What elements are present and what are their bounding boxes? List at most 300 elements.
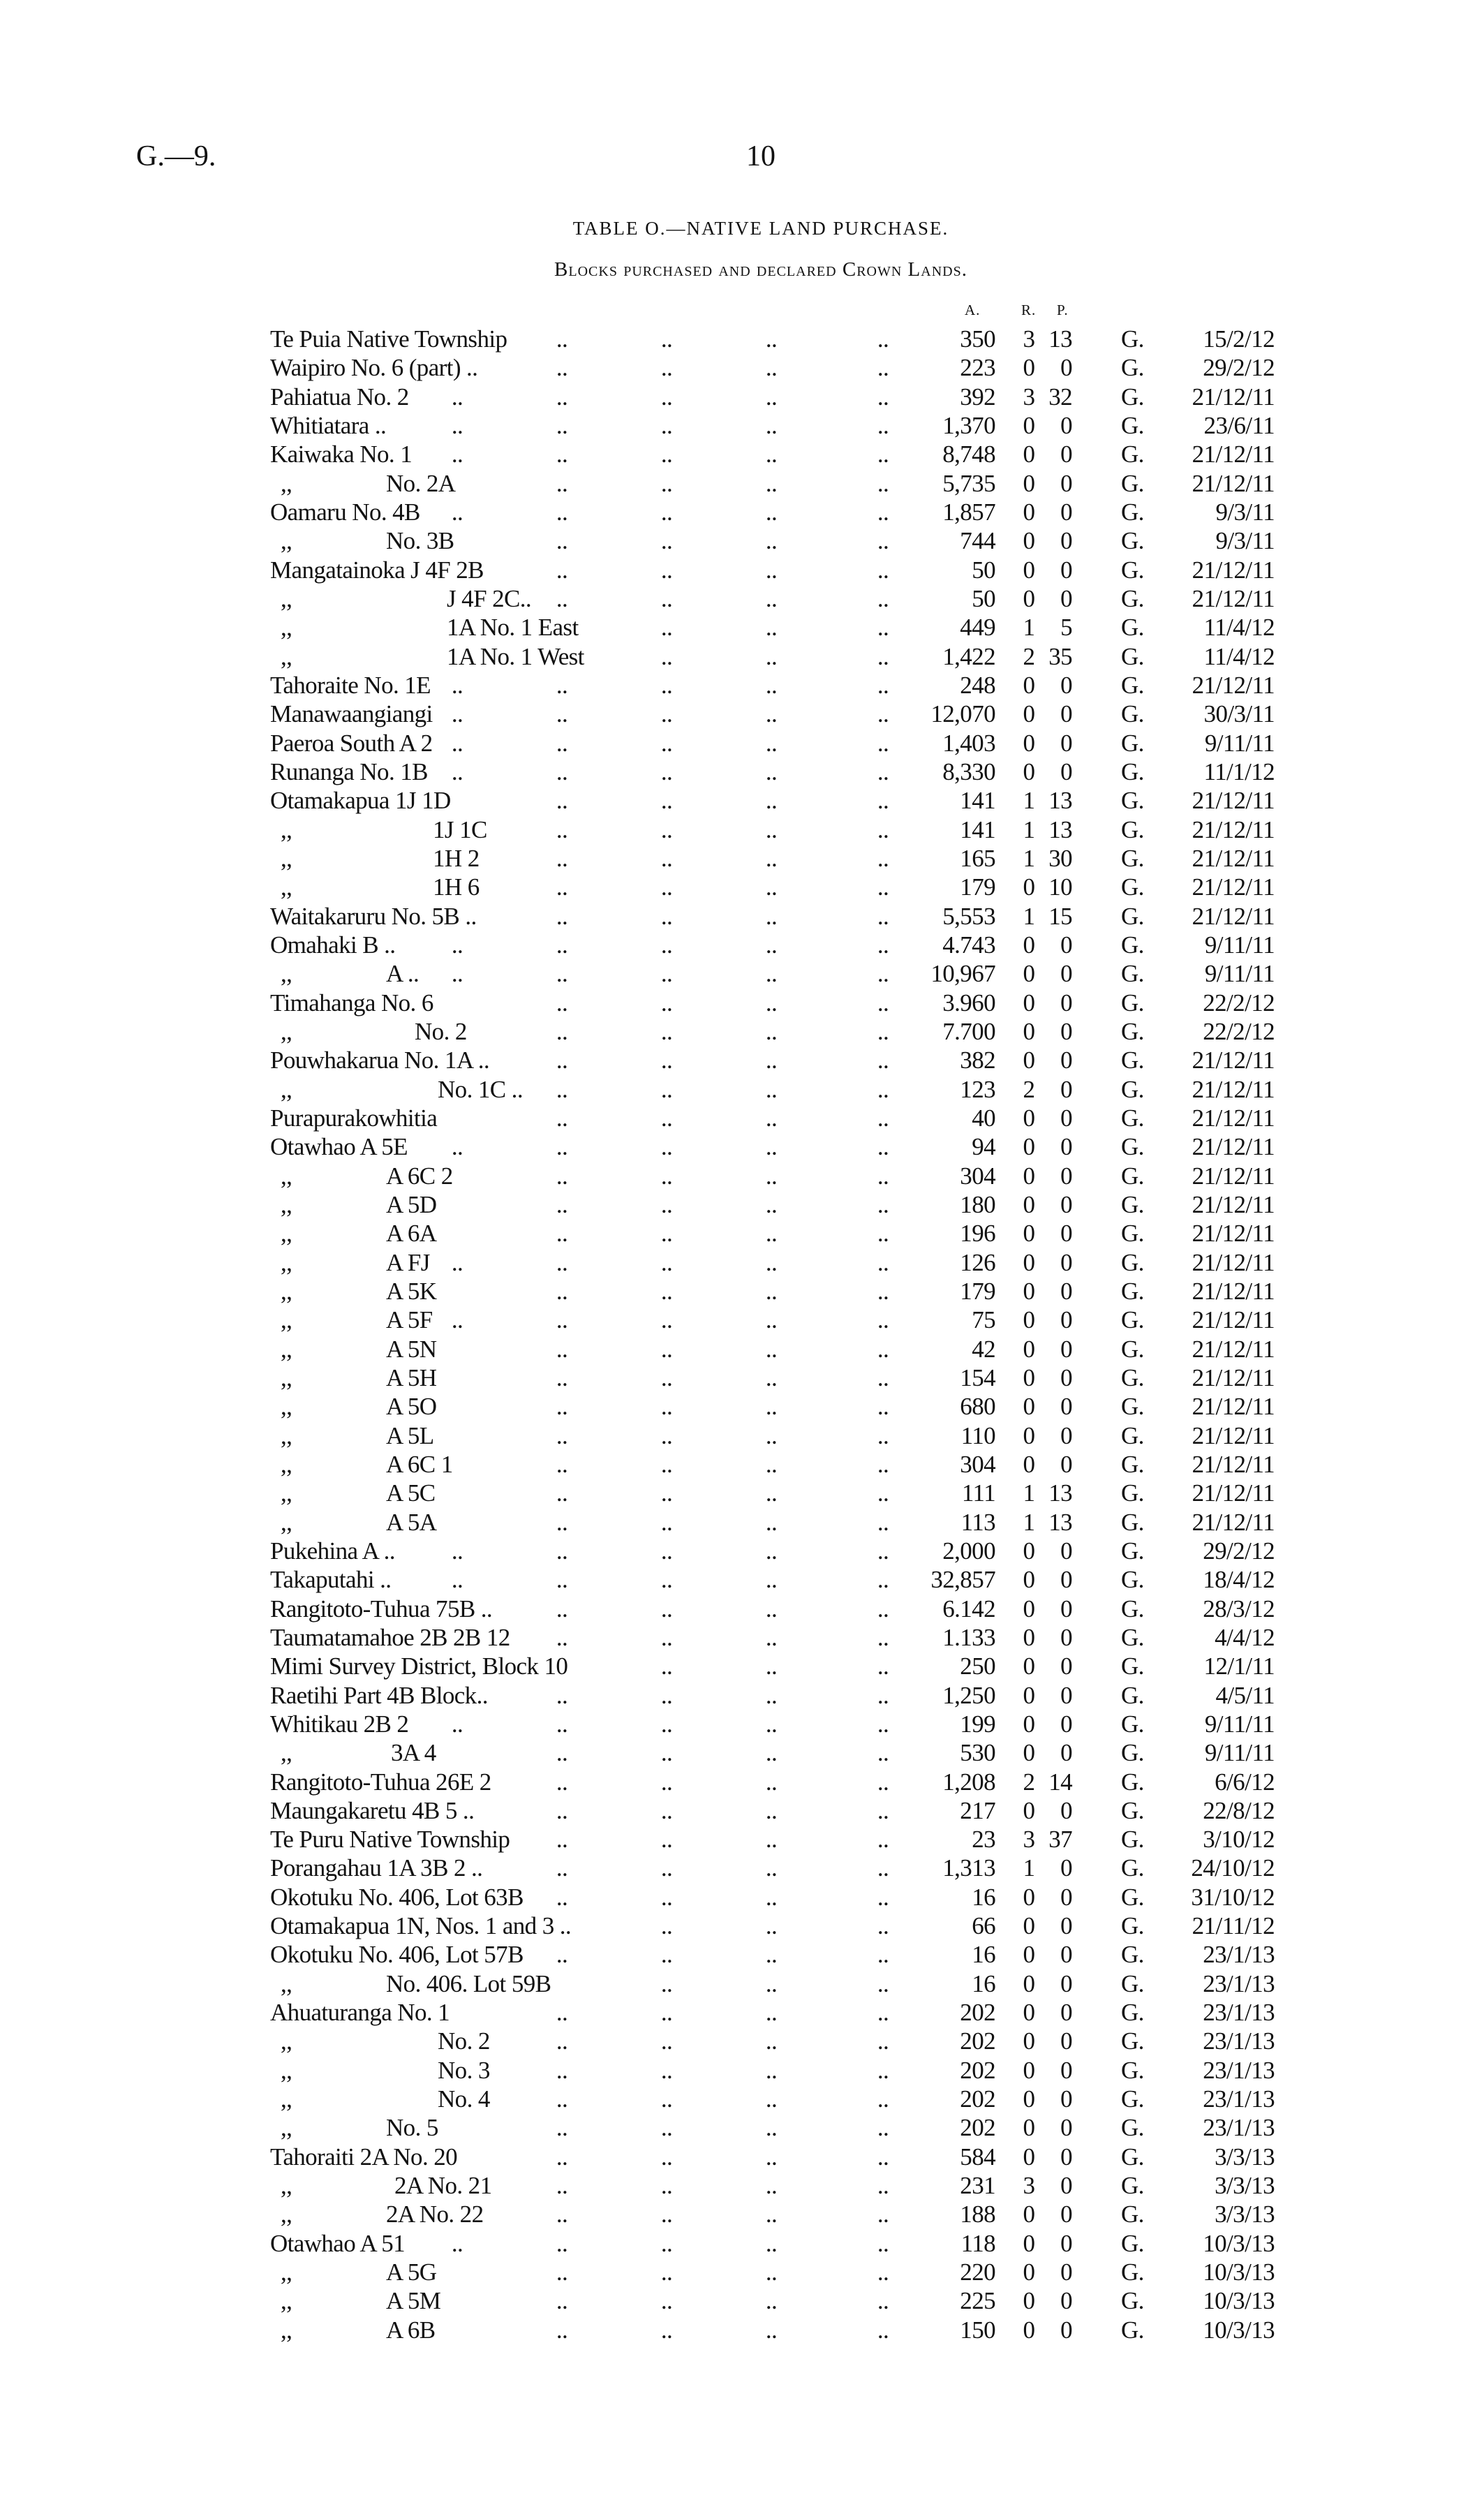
dot-leader: .. bbox=[877, 325, 889, 353]
dot-leader: .. bbox=[765, 1681, 778, 1709]
roods-value: 0 bbox=[1023, 1883, 1035, 1911]
dot-leader: .. bbox=[660, 1479, 673, 1507]
table-row bbox=[0, 989, 1484, 1017]
block-name: Otamakapua 1J 1D bbox=[270, 787, 451, 815]
acres-value: 23 bbox=[972, 1826, 995, 1854]
table-row bbox=[0, 873, 1484, 901]
table-row bbox=[0, 1017, 1484, 1046]
block-name: Pahiatua No. 2 bbox=[270, 383, 409, 411]
dot-leader: .. bbox=[765, 1883, 778, 1911]
gazette-date: 23/1/13 bbox=[1203, 2114, 1275, 2142]
table-row bbox=[0, 325, 1484, 353]
dot-leader: .. bbox=[556, 1941, 568, 1969]
roods-value: 0 bbox=[1023, 1133, 1035, 1161]
dot-leader: .. bbox=[556, 2316, 568, 2344]
block-name: Pouwhakarua No. 1A .. bbox=[270, 1047, 490, 1074]
table-row bbox=[0, 757, 1484, 786]
gazette-date: 9/11/11 bbox=[1204, 1710, 1275, 1738]
dot-leader: .. bbox=[877, 1941, 889, 1969]
dot-leader: .. bbox=[556, 873, 568, 901]
ditto-mark: ,, bbox=[281, 1162, 292, 1190]
dot-leader: .. bbox=[877, 2258, 889, 2286]
block-name: Okotuku No. 406, Lot 57B bbox=[270, 1941, 524, 1969]
dot-leader: .. bbox=[660, 1220, 673, 1248]
gazette-date: 22/2/12 bbox=[1203, 989, 1275, 1016]
block-name: Timahanga No. 6 bbox=[270, 989, 433, 1016]
roods-value: 1 bbox=[1023, 1508, 1035, 1536]
roods-value: 0 bbox=[1023, 1566, 1035, 1594]
roods-value: 0 bbox=[1023, 1335, 1035, 1363]
acres-value: 10,967 bbox=[930, 960, 995, 988]
dot-leader: .. bbox=[877, 2287, 889, 2315]
dot-leader: .. bbox=[660, 1623, 673, 1651]
dot-leader: .. bbox=[765, 1306, 778, 1334]
dot-leader: .. bbox=[556, 1248, 568, 1276]
dot-leader: .. bbox=[660, 1393, 673, 1421]
acres-value: 680 bbox=[960, 1393, 995, 1421]
perches-value: 0 bbox=[1060, 931, 1072, 959]
roods-value: 0 bbox=[1023, 469, 1035, 497]
acres-value: 66 bbox=[972, 1912, 995, 1940]
dot-leader: .. bbox=[877, 441, 889, 468]
gazette-date: 10/3/13 bbox=[1203, 2229, 1275, 2257]
dot-leader: .. bbox=[556, 902, 568, 930]
roods-value: 0 bbox=[1023, 1652, 1035, 1680]
dot-leader: .. bbox=[765, 931, 778, 959]
dot-leader: .. bbox=[556, 2201, 568, 2228]
dot-leader: .. bbox=[765, 614, 778, 642]
dot-leader: .. bbox=[765, 902, 778, 930]
dot-leader: .. bbox=[765, 1595, 778, 1622]
table-row bbox=[0, 613, 1484, 642]
gazette-mark: G. bbox=[1121, 2172, 1144, 2200]
dot-leader: .. bbox=[877, 1652, 889, 1680]
roods-value: 0 bbox=[1023, 729, 1035, 757]
dot-leader: .. bbox=[660, 1768, 673, 1796]
acres-value: 1,422 bbox=[942, 642, 995, 670]
roods-value: 3 bbox=[1023, 1826, 1035, 1854]
dot-leader: .. bbox=[877, 2114, 889, 2142]
roods-value: 0 bbox=[1023, 1623, 1035, 1651]
gazette-date: 21/12/11 bbox=[1192, 1335, 1275, 1363]
dot-leader: .. bbox=[877, 815, 889, 843]
dot-leader: .. bbox=[765, 1912, 778, 1940]
table-row bbox=[0, 2258, 1484, 2286]
roods-value: 3 bbox=[1023, 2172, 1035, 2200]
dot-leader: .. bbox=[660, 757, 673, 785]
ditto-mark: ,, bbox=[281, 1393, 292, 1421]
dot-leader: .. bbox=[877, 1220, 889, 1248]
dot-leader: .. bbox=[765, 2056, 778, 2084]
perches-value: 0 bbox=[1060, 584, 1072, 612]
table-row bbox=[0, 902, 1484, 931]
dot-leader: .. bbox=[660, 642, 673, 670]
roods-value: 0 bbox=[1023, 873, 1035, 901]
table-row bbox=[0, 1998, 1484, 2027]
acres-value: 42 bbox=[972, 1335, 995, 1363]
gazette-date: 21/12/11 bbox=[1192, 1306, 1275, 1334]
gazette-mark: G. bbox=[1121, 325, 1144, 353]
dot-leader: .. bbox=[451, 1537, 463, 1565]
dot-leader: .. bbox=[556, 1623, 568, 1651]
block-name: Te Puru Native Township bbox=[270, 1826, 510, 1854]
ditto-mark: ,, bbox=[281, 1969, 292, 1997]
gazette-mark: G. bbox=[1121, 1450, 1144, 1478]
block-name: A .. bbox=[386, 960, 420, 988]
perches-value: 0 bbox=[1060, 1796, 1072, 1824]
roods-value: 3 bbox=[1023, 383, 1035, 411]
dot-leader: .. bbox=[660, 2085, 673, 2113]
table-row bbox=[0, 1219, 1484, 1248]
acres-value: 165 bbox=[960, 844, 995, 872]
ditto-mark: ,, bbox=[281, 1739, 292, 1767]
dot-leader: .. bbox=[660, 1566, 673, 1594]
gazette-date: 29/2/12 bbox=[1203, 354, 1275, 382]
roods-value: 0 bbox=[1023, 1796, 1035, 1824]
perches-value: 0 bbox=[1060, 1133, 1072, 1161]
perches-value: 0 bbox=[1060, 960, 1072, 988]
table-row bbox=[0, 729, 1484, 757]
dot-leader: .. bbox=[877, 1710, 889, 1738]
dot-leader: .. bbox=[660, 1335, 673, 1363]
gazette-mark: G. bbox=[1121, 671, 1144, 699]
dot-leader: .. bbox=[765, 1248, 778, 1276]
ditto-mark: ,, bbox=[281, 1335, 292, 1363]
perches-value: 0 bbox=[1060, 700, 1072, 728]
table-row bbox=[0, 1681, 1484, 1710]
acres-value: 1,250 bbox=[942, 1681, 995, 1709]
dot-leader: .. bbox=[451, 700, 463, 728]
dot-leader: .. bbox=[877, 2172, 889, 2200]
roods-value: 0 bbox=[1023, 1248, 1035, 1276]
dot-leader: .. bbox=[765, 700, 778, 728]
gazette-date: 23/1/13 bbox=[1203, 1941, 1275, 1969]
dot-leader: .. bbox=[660, 1508, 673, 1536]
dot-leader: .. bbox=[877, 1104, 889, 1132]
acres-value: 231 bbox=[960, 2172, 995, 2200]
block-name: A 5N bbox=[386, 1335, 437, 1363]
dot-leader: .. bbox=[877, 1393, 889, 1421]
block-name: Manawaangiangi bbox=[270, 700, 433, 728]
acres-value: 202 bbox=[960, 2085, 995, 2113]
gazette-date: 21/11/12 bbox=[1192, 1912, 1275, 1940]
roods-value: 1 bbox=[1023, 1854, 1035, 1882]
dot-leader: .. bbox=[765, 383, 778, 411]
dot-leader: .. bbox=[877, 411, 889, 439]
perches-value: 35 bbox=[1048, 642, 1072, 670]
table-row bbox=[0, 815, 1484, 844]
perches-value: 0 bbox=[1060, 1075, 1072, 1103]
block-name: 1A No. 1 East bbox=[447, 614, 579, 642]
dot-leader: .. bbox=[556, 383, 568, 411]
table-row bbox=[0, 1537, 1484, 1565]
gazette-date: 15/2/12 bbox=[1203, 325, 1275, 353]
acres-value: 202 bbox=[960, 2056, 995, 2084]
dot-leader: .. bbox=[660, 1421, 673, 1449]
table-row bbox=[0, 353, 1484, 382]
dot-leader: .. bbox=[765, 527, 778, 555]
acres-value: 304 bbox=[960, 1162, 995, 1190]
ditto-mark: ,, bbox=[281, 2316, 292, 2344]
dot-leader: .. bbox=[765, 1623, 778, 1651]
dot-leader: .. bbox=[451, 1710, 463, 1738]
table-row bbox=[0, 1710, 1484, 1738]
block-name: 1A No. 1 West bbox=[447, 642, 584, 670]
dot-leader: .. bbox=[877, 354, 889, 382]
gazette-date: 21/12/11 bbox=[1192, 1162, 1275, 1190]
dot-leader: .. bbox=[556, 1595, 568, 1622]
block-name: Taumatamahoe 2B 2B 12 bbox=[270, 1623, 510, 1651]
dot-leader: .. bbox=[660, 584, 673, 612]
perches-value: 0 bbox=[1060, 469, 1072, 497]
dot-leader: .. bbox=[877, 383, 889, 411]
roods-value: 0 bbox=[1023, 1220, 1035, 1248]
roods-value: 0 bbox=[1023, 989, 1035, 1016]
dot-leader: .. bbox=[877, 671, 889, 699]
dot-leader: .. bbox=[877, 1681, 889, 1709]
dot-leader: .. bbox=[765, 1854, 778, 1882]
dot-leader: .. bbox=[877, 1826, 889, 1854]
dot-leader: .. bbox=[877, 2085, 889, 2113]
gazette-mark: G. bbox=[1121, 441, 1144, 468]
dot-leader: .. bbox=[765, 1335, 778, 1363]
gazette-date: 23/1/13 bbox=[1203, 2056, 1275, 2084]
gazette-mark: G. bbox=[1121, 1537, 1144, 1565]
dot-leader: .. bbox=[660, 1104, 673, 1132]
dot-leader: .. bbox=[877, 1017, 889, 1045]
dot-leader: .. bbox=[660, 2143, 673, 2170]
roods-value: 0 bbox=[1023, 1450, 1035, 1478]
dot-leader: .. bbox=[556, 1104, 568, 1132]
roods-value: 0 bbox=[1023, 1710, 1035, 1738]
gazette-mark: G. bbox=[1121, 1335, 1144, 1363]
dot-leader: .. bbox=[451, 1566, 463, 1594]
table-row bbox=[0, 383, 1484, 411]
perches-value: 0 bbox=[1060, 671, 1072, 699]
gazette-mark: G. bbox=[1121, 354, 1144, 382]
roods-value: 0 bbox=[1023, 1363, 1035, 1391]
dot-leader: .. bbox=[556, 1999, 568, 2027]
table-row bbox=[0, 2200, 1484, 2228]
roods-value: 0 bbox=[1023, 757, 1035, 785]
table-row bbox=[0, 2286, 1484, 2315]
dot-leader: .. bbox=[877, 844, 889, 872]
gazette-date: 21/12/11 bbox=[1192, 584, 1275, 612]
acres-value: 3.960 bbox=[942, 989, 995, 1016]
dot-leader: .. bbox=[451, 1133, 463, 1161]
gazette-date: 21/12/11 bbox=[1192, 1450, 1275, 1478]
gazette-date: 28/3/12 bbox=[1203, 1595, 1275, 1622]
dot-leader: .. bbox=[765, 1393, 778, 1421]
gazette-date: 21/12/11 bbox=[1192, 1190, 1275, 1218]
dot-leader: .. bbox=[765, 2172, 778, 2200]
dot-leader: .. bbox=[556, 1393, 568, 1421]
roods-value: 0 bbox=[1023, 2056, 1035, 2084]
table-row bbox=[0, 1335, 1484, 1363]
block-name: A 5A bbox=[386, 1508, 437, 1536]
roods-value: 0 bbox=[1023, 1739, 1035, 1767]
perches-value: 0 bbox=[1060, 1017, 1072, 1045]
acres-value: 350 bbox=[960, 325, 995, 353]
dot-leader: .. bbox=[877, 1277, 889, 1305]
ditto-mark: ,, bbox=[281, 2287, 292, 2315]
dot-leader: .. bbox=[765, 584, 778, 612]
block-name: Rangitoto-Tuhua 26E 2 bbox=[270, 1768, 491, 1796]
perches-value: 0 bbox=[1060, 354, 1072, 382]
gazette-date: 23/6/11 bbox=[1203, 411, 1275, 439]
dot-leader: .. bbox=[660, 1652, 673, 1680]
acres-value: 5,553 bbox=[942, 902, 995, 930]
table-row bbox=[0, 2171, 1484, 2200]
dot-leader: .. bbox=[660, 1999, 673, 2027]
dot-leader: .. bbox=[877, 989, 889, 1016]
table-row bbox=[0, 1883, 1484, 1911]
gazette-date: 11/4/12 bbox=[1203, 642, 1275, 670]
dot-leader: .. bbox=[765, 1710, 778, 1738]
gazette-date: 21/12/11 bbox=[1192, 671, 1275, 699]
gazette-mark: G. bbox=[1121, 1421, 1144, 1449]
dot-leader: .. bbox=[877, 2027, 889, 2055]
dot-leader: .. bbox=[660, 671, 673, 699]
dot-leader: .. bbox=[765, 1190, 778, 1218]
perches-value: 0 bbox=[1060, 498, 1072, 526]
dot-leader: .. bbox=[877, 931, 889, 959]
gazette-mark: G. bbox=[1121, 527, 1144, 555]
dot-leader: .. bbox=[765, 1739, 778, 1767]
gazette-date: 9/11/11 bbox=[1204, 931, 1275, 959]
ditto-mark: ,, bbox=[281, 1248, 292, 1276]
acres-value: 179 bbox=[960, 873, 995, 901]
perches-value: 0 bbox=[1060, 1306, 1072, 1334]
dot-leader: .. bbox=[556, 1306, 568, 1334]
table-row bbox=[0, 556, 1484, 584]
dot-leader: .. bbox=[765, 2201, 778, 2228]
block-name: No. 4 bbox=[438, 2085, 490, 2113]
block-name: Tahoraite No. 1E bbox=[270, 671, 431, 699]
roods-value: 0 bbox=[1023, 2316, 1035, 2344]
dot-leader: .. bbox=[660, 498, 673, 526]
gazette-mark: G. bbox=[1121, 757, 1144, 785]
block-name: Otawhao A 5E bbox=[270, 1133, 408, 1161]
block-name: Whitikau 2B 2 bbox=[270, 1710, 409, 1738]
gazette-mark: G. bbox=[1121, 411, 1144, 439]
ditto-mark: ,, bbox=[281, 873, 292, 901]
dot-leader: .. bbox=[660, 1133, 673, 1161]
gazette-date: 6/6/12 bbox=[1215, 1768, 1275, 1796]
acres-value: 1.133 bbox=[942, 1623, 995, 1651]
block-name: Te Puia Native Township bbox=[270, 325, 507, 353]
dot-leader: .. bbox=[765, 1133, 778, 1161]
dot-leader: .. bbox=[877, 1912, 889, 1940]
gazette-mark: G. bbox=[1121, 642, 1144, 670]
acres-value: 154 bbox=[960, 1363, 995, 1391]
roods-value: 0 bbox=[1023, 1393, 1035, 1421]
dot-leader: .. bbox=[556, 1537, 568, 1565]
dot-leader: .. bbox=[556, 325, 568, 353]
roods-value: 0 bbox=[1023, 2229, 1035, 2257]
dot-leader: .. bbox=[660, 1306, 673, 1334]
perches-value: 0 bbox=[1060, 1595, 1072, 1622]
perches-value: 0 bbox=[1060, 1681, 1072, 1709]
table-row bbox=[0, 1652, 1484, 1680]
dot-leader: .. bbox=[877, 556, 889, 584]
dot-leader: .. bbox=[660, 844, 673, 872]
dot-leader: .. bbox=[877, 1335, 889, 1363]
perches-value: 0 bbox=[1060, 2172, 1072, 2200]
gazette-mark: G. bbox=[1121, 2056, 1144, 2084]
roods-value: 0 bbox=[1023, 2143, 1035, 2170]
perches-value: 0 bbox=[1060, 1277, 1072, 1305]
ditto-mark: ,, bbox=[281, 815, 292, 843]
perches-value: 0 bbox=[1060, 1941, 1072, 1969]
block-name: No. 3B bbox=[386, 527, 454, 555]
dot-leader: .. bbox=[556, 354, 568, 382]
dot-leader: .. bbox=[660, 1017, 673, 1045]
gazette-date: 24/10/12 bbox=[1191, 1854, 1275, 1882]
acres-value: 202 bbox=[960, 2114, 995, 2142]
gazette-mark: G. bbox=[1121, 729, 1144, 757]
acres-value: 141 bbox=[960, 787, 995, 815]
dot-leader: .. bbox=[765, 2258, 778, 2286]
dot-leader: .. bbox=[556, 1277, 568, 1305]
gazette-mark: G. bbox=[1121, 1941, 1144, 1969]
gazette-date: 21/12/11 bbox=[1192, 1363, 1275, 1391]
dot-leader: .. bbox=[877, 2143, 889, 2170]
dot-leader: .. bbox=[660, 2114, 673, 2142]
dot-leader: .. bbox=[765, 1537, 778, 1565]
perches-value: 32 bbox=[1048, 383, 1072, 411]
block-name: A 5H bbox=[386, 1363, 437, 1391]
ditto-mark: ,, bbox=[281, 1508, 292, 1536]
table-row bbox=[0, 1421, 1484, 1450]
table-row bbox=[0, 1190, 1484, 1219]
roods-value: 2 bbox=[1023, 642, 1035, 670]
block-name: Waitakaruru No. 5B .. bbox=[270, 902, 477, 930]
table-row bbox=[0, 1940, 1484, 1969]
perches-value: 0 bbox=[1060, 1999, 1072, 2027]
dot-leader: .. bbox=[660, 1710, 673, 1738]
dot-leader: .. bbox=[556, 2114, 568, 2142]
ditto-mark: ,, bbox=[281, 1421, 292, 1449]
block-name: Oamaru No. 4B bbox=[270, 498, 420, 526]
table-row bbox=[0, 844, 1484, 873]
roods-value: 0 bbox=[1023, 527, 1035, 555]
dot-leader: .. bbox=[660, 1796, 673, 1824]
gazette-mark: G. bbox=[1121, 1508, 1144, 1536]
gazette-date: 23/1/13 bbox=[1203, 2085, 1275, 2113]
dot-leader: .. bbox=[660, 729, 673, 757]
acres-value: 530 bbox=[960, 1739, 995, 1767]
dot-leader: .. bbox=[660, 1248, 673, 1276]
block-name: A 5C bbox=[386, 1479, 436, 1507]
dot-leader: .. bbox=[765, 1277, 778, 1305]
acres-value: 584 bbox=[960, 2143, 995, 2170]
dot-leader: .. bbox=[877, 1566, 889, 1594]
acres-value: 250 bbox=[960, 1652, 995, 1680]
block-name: Purapurakowhitia bbox=[270, 1104, 438, 1132]
block-name: Tahoraiti 2A No. 20 bbox=[270, 2143, 458, 2170]
dot-leader: .. bbox=[765, 757, 778, 785]
block-name: Ahuaturanga No. 1 bbox=[270, 1999, 450, 2027]
dot-leader: .. bbox=[765, 1479, 778, 1507]
roods-value: 0 bbox=[1023, 2027, 1035, 2055]
acres-value: 8,330 bbox=[942, 757, 995, 785]
column-header-roods: R. bbox=[1021, 302, 1037, 318]
block-name: Kaiwaka No. 1 bbox=[270, 441, 413, 468]
dot-leader: .. bbox=[660, 2172, 673, 2200]
dot-leader: .. bbox=[877, 1595, 889, 1622]
dot-leader: .. bbox=[877, 2316, 889, 2344]
